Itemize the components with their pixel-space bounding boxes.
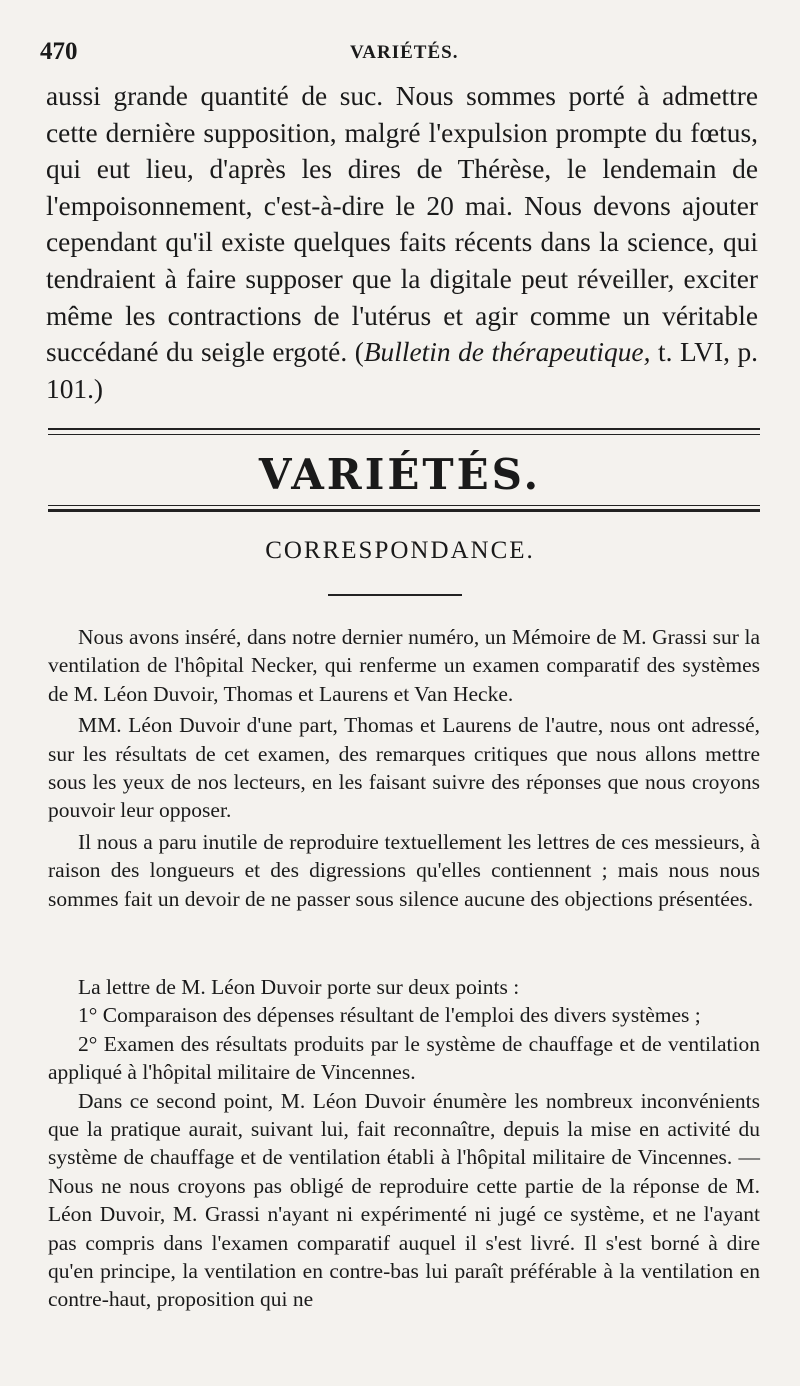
bulletin-reference: Bulletin de thérapeutique, [363, 337, 651, 368]
section-title: VARIÉTÉS. [258, 450, 542, 499]
continuation-paragraph [46, 78, 758, 407]
paragraph: MM. Léon Duvoir d'une part, Thomas et Laurens de l'autre, nous ont adressé, sur les résultats de cet examen, des remarques critiques que nous allons mettre sous les yeux de nos lecteurs, en les faisant suivre des réponses que nous croyons pouvoir leur opposer. [48, 713, 760, 823]
duvoir-letter-section [48, 973, 760, 1314]
page-header [40, 38, 760, 72]
list-item: 2° Examen des résultats produits par le système de chauffage et de ventilation appliqué à l'hôpital militaire de Vincennes. [48, 1031, 760, 1085]
reference-tail: t. LVI, p. 101.) [46, 337, 758, 404]
list-item: 1° Comparaison des dépenses résultant de l'emploi des divers systèmes ; [78, 1003, 701, 1028]
section-rule-top-thin [48, 434, 760, 435]
section-rule-bottom-thin [48, 505, 760, 506]
paragraph: Nous avons inséré, dans notre dernier numéro, un Mémoire de M. Grassi sur la ventilation de l'hôpital Necker, qui renferme un examen comparatif des systèmes de M. Léon Duvoir, Thomas et Laurens et Van Hecke. [48, 625, 760, 706]
section-rule-top-thick [48, 428, 760, 430]
paragraph: Dans ce second point, M. Léon Duvoir énumère les nombreux inconvénients que la pratique aurait, suivant lui, fait reconnaître, depuis la mise en activité du système de chauffage et de ventilation établi à l'hôpital militaire de Vincennes. — Nous ne nous croyons pas obligé de reproduire cette partie de la réponse de M. Léon Duvoir, M. Grassi n'ayant ni expérimenté ni jugé ce système, et ne l'ayant pas compris dans l'examen comparatif auquel il s'est livré. Il s'est borné à dire qu'en principe, la ventilation en contre-bas lui paraît préférable à la ventilation en contre-haut, proposition qui ne [48, 1088, 760, 1312]
continuation-text [46, 78, 758, 407]
section-subheading: CORRESPONDANCE. [265, 537, 535, 564]
running-title: VARIÉTÉS. [350, 42, 459, 63]
continuation-body: aussi grande quantité de suc. Nous sommes porté à admettre cette dernière supposition, malgré l'expulsion prompte du fœtus, qui eut lieu, d'après les dires de Thérèse, le lendemain de l'empoisonnement, c'est-à-dire le 20 mai. Nous devons ajouter cependant qu'il existe quelques faits récents dans la science, qui tendraient à faire supposer que la digitale peut réveiller, exciter même les contractions de l'utérus et agir comme un véritable succédané du seigle ergoté. ( [46, 81, 758, 368]
subheading-rule [328, 594, 462, 596]
correspondence-body [48, 623, 760, 913]
section-rule-bottom-thick [48, 509, 760, 512]
page-number: 470 [40, 38, 78, 65]
paragraph: La lettre de M. Léon Duvoir porte sur deux points : [78, 975, 520, 999]
paragraph: Il nous a paru inutile de reproduire textuellement les lettres de ces messieurs, à raison des longueurs et des digressions qu'elles contiennent ; mais nous nous sommes fait un devoir de ne passer sous silence aucune des objections présentées. [48, 829, 760, 911]
